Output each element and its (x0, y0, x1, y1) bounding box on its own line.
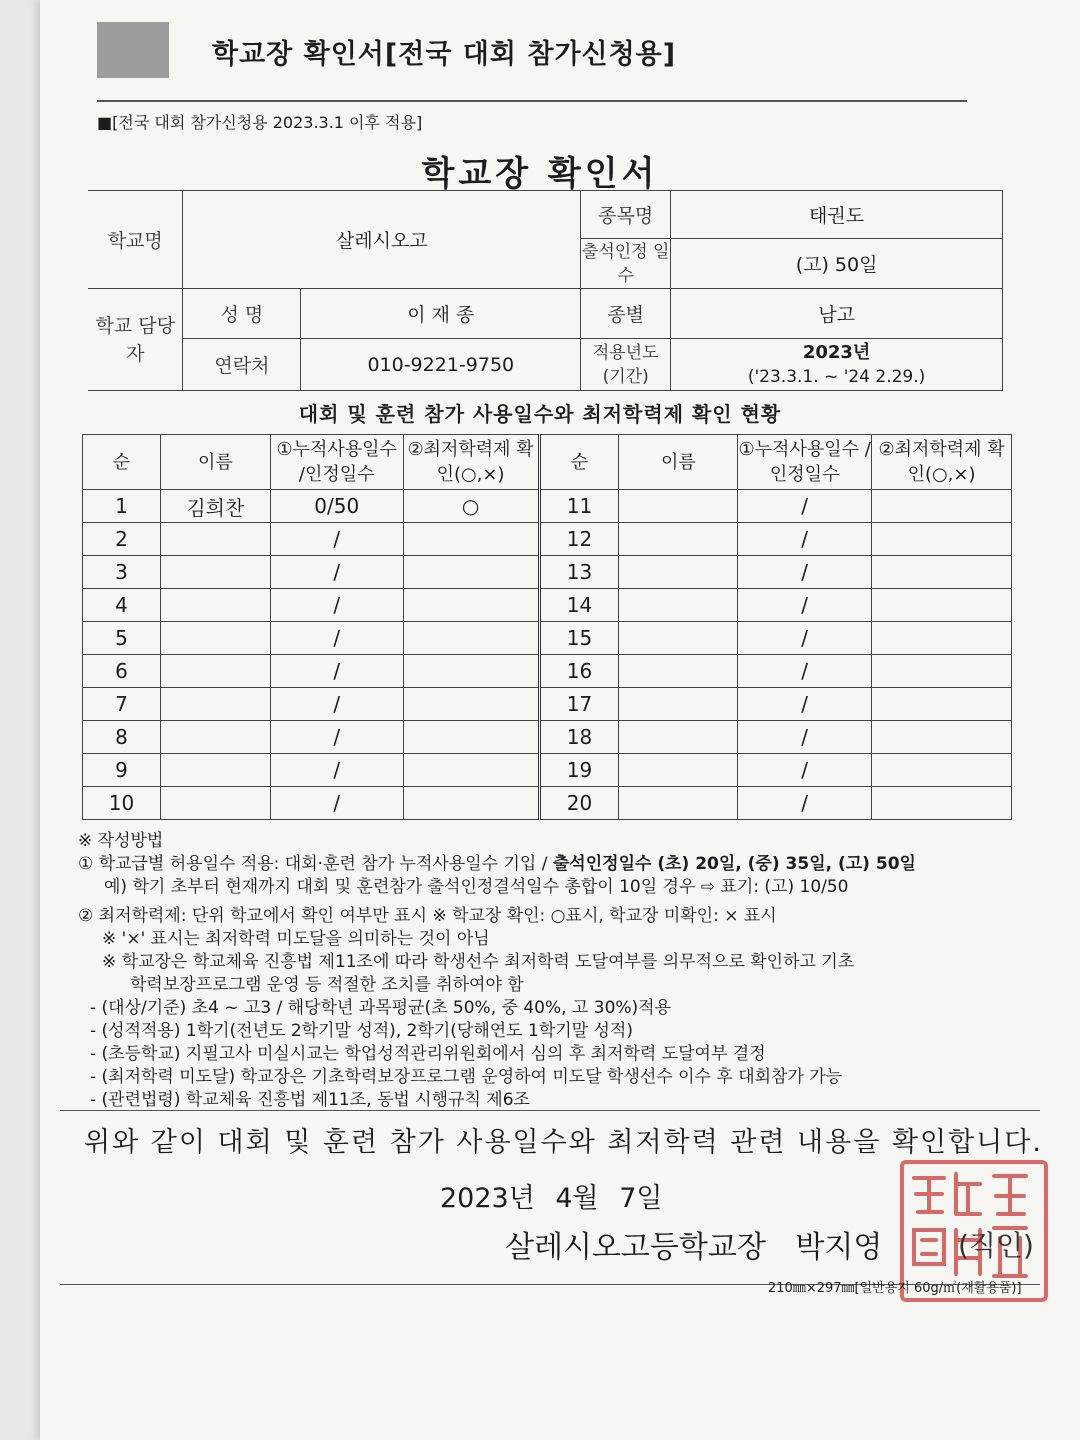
header-name: 이름 (160, 435, 270, 490)
row-no-cell: 18 (539, 721, 619, 754)
row-check-cell (403, 754, 539, 787)
table-row (83, 655, 1012, 688)
row-name-cell: 김희찬 (160, 490, 270, 523)
row-days-cell: / (738, 721, 872, 754)
row-check-cell (403, 787, 539, 820)
row-check-cell (872, 787, 1012, 820)
row-name-cell (160, 589, 270, 622)
row-check-cell (403, 721, 539, 754)
row-no-cell: 9 (83, 754, 161, 787)
contact-value: 010-9221-9750 (301, 339, 581, 391)
row-no-cell: 6 (83, 655, 161, 688)
row-check-cell (403, 523, 539, 556)
row-check-cell (403, 556, 539, 589)
row-no-cell: 15 (539, 622, 619, 655)
paper-spec: 210㎜×297㎜[일반용지 60g/㎡(재활용품)] (768, 1281, 1022, 1296)
row-check-cell (872, 655, 1012, 688)
row-name-cell (160, 754, 270, 787)
header-name: 이름 (619, 435, 738, 490)
header-title: 학교장 확인서[전국 대회 참가신청용] (212, 39, 677, 70)
row-no-cell: 12 (539, 523, 619, 556)
row-name-cell (619, 523, 738, 556)
instruction-item-2: ② 최저학력제: 단위 학교에서 확인 여부만 표시 ※ 학교장 확인: ○표시, 학교장 미확인: × 표시 (78, 906, 777, 926)
row-check-cell (872, 721, 1012, 754)
instructions-heading: ※ 작성방법 (78, 831, 164, 851)
table-row (83, 688, 1012, 721)
table-row (83, 490, 1012, 523)
header-underline (97, 100, 967, 102)
row-no-cell: 19 (539, 754, 619, 787)
row-no-cell: 13 (539, 556, 619, 589)
table-row (83, 556, 1012, 589)
instruction-item-2-note-2b: 학력보장프로그램 운영 등 적절한 조치를 취하여야 함 (130, 975, 524, 995)
issue-date: 2023년 4월 7일 (440, 1183, 663, 1214)
row-check-cell (872, 754, 1012, 787)
row-no-cell: 4 (83, 589, 161, 622)
header-days: ①누적사용일수 /인정일수 (270, 435, 403, 490)
name-value: 이 재 종 (301, 289, 581, 339)
row-no-cell: 1 (83, 490, 161, 523)
row-days-cell: / (738, 688, 872, 721)
row-name-cell (160, 523, 270, 556)
row-no-cell: 8 (83, 721, 161, 754)
confirmation-statement: 위와 같이 대회 및 훈련 참가 사용일수와 최저학력 관련 내용을 확인합니다. (84, 1127, 1043, 1158)
table-row (83, 754, 1012, 787)
table-row (83, 721, 1012, 754)
attendance-value: (고) 50일 (671, 239, 1003, 289)
contact-label: 연락처 (183, 339, 301, 391)
header-no: 순 (539, 435, 619, 490)
school-name-label: 학교명 (88, 191, 183, 289)
row-check-cell (403, 622, 539, 655)
row-check-cell (872, 523, 1012, 556)
instruction-item-1-example: 예) 학기 초부터 현재까지 대회 및 훈련참가 출석인정결석일수 총합이 10일 경우 ⇨ 표기: (고) 10/50 (104, 877, 849, 897)
sport-label: 종목명 (581, 191, 671, 239)
row-name-cell (619, 655, 738, 688)
instruction-item-2-note-1: ※ '×' 표시는 최저학력 미도달을 의미하는 것이 아님 (102, 929, 490, 949)
table-row (83, 787, 1012, 820)
row-no-cell: 17 (539, 688, 619, 721)
row-name-cell (160, 787, 270, 820)
row-no-cell: 3 (83, 556, 161, 589)
year-cell (671, 339, 1003, 391)
document-title: 학교장 확인서 (421, 154, 659, 194)
row-no-cell: 16 (539, 655, 619, 688)
instructions (78, 830, 1038, 1112)
row-name-cell (619, 754, 738, 787)
header-days: ①누적사용일수 /인정일수 (738, 435, 872, 490)
table-row (83, 523, 1012, 556)
instruction-dash-2: - (성적적용) 1학기(전년도 2학기말 성적), 2학기(당해연도 1학기말 성적) (90, 1021, 633, 1041)
row-name-cell (160, 688, 270, 721)
school-info-table (88, 190, 1003, 391)
row-days-cell: / (738, 490, 872, 523)
header-grey-block (97, 22, 169, 78)
row-days-cell: / (270, 721, 403, 754)
status-title: 대회 및 훈련 참가 사용일수와 최저학력제 확인 현황 (298, 402, 782, 426)
row-days-cell: / (738, 754, 872, 787)
row-days-cell: / (738, 622, 872, 655)
row-name-cell (160, 721, 270, 754)
row-days-cell: / (270, 688, 403, 721)
row-no-cell: 10 (83, 787, 161, 820)
participation-status-table (82, 434, 1012, 820)
row-name-cell (619, 556, 738, 589)
row-check-cell (872, 688, 1012, 721)
gender-value: 남고 (671, 289, 1003, 339)
row-days-cell: / (270, 622, 403, 655)
instruction-item-1 (78, 853, 1038, 876)
gender-label: 종별 (581, 289, 671, 339)
instruction-item-1-text: ① 학교급별 허용일수 적용: 대회·훈련 참가 누적사용일수 기입 / (78, 854, 553, 874)
principal-signature-line: 살레시오고등학교장 박지영 (505, 1230, 883, 1265)
row-check-cell (403, 589, 539, 622)
row-name-cell (619, 721, 738, 754)
year-label: 적용년도 (기간) (581, 339, 671, 391)
instruction-dash-1: - (대상/기준) 초4 ~ 고3 / 해당학년 과목평균(초 50%, 중 40%, 고 30%)적용 (90, 998, 672, 1018)
row-days-cell: / (270, 754, 403, 787)
year-value: 2023년 (802, 341, 871, 363)
row-name-cell (619, 490, 738, 523)
table-row (83, 589, 1012, 622)
header-no: 순 (83, 435, 161, 490)
row-name-cell (619, 787, 738, 820)
row-check-cell (872, 556, 1012, 589)
row-no-cell: 20 (539, 787, 619, 820)
header-check: ②최저학력제 확인(○,×) (403, 435, 539, 490)
applicability-note: ■[전국 대회 참가신청용 2023.3.1 이후 적용] (97, 113, 423, 132)
row-check-cell (872, 490, 1012, 523)
manager-label: 학교 담당자 (88, 289, 183, 391)
school-name-value: 살레시오고 (183, 191, 581, 289)
instruction-dash-3: - (초등학교) 지필고사 미실시교는 학업성적관리위원회에서 심의 후 최저학력 도달여부 결정 (90, 1044, 766, 1064)
row-check-cell (403, 688, 539, 721)
row-name-cell (619, 622, 738, 655)
row-name-cell (619, 688, 738, 721)
row-no-cell: 5 (83, 622, 161, 655)
row-days-cell: / (270, 523, 403, 556)
name-label: 성 명 (183, 289, 301, 339)
row-days-cell: / (270, 655, 403, 688)
row-days-cell: / (270, 556, 403, 589)
row-check-cell (872, 589, 1012, 622)
document-header (97, 22, 967, 80)
row-name-cell (160, 556, 270, 589)
row-check-cell (403, 655, 539, 688)
instruction-dash-5: - (관련법령) 학교체육 진흥법 제11조, 동법 시행규칙 제6조 (90, 1090, 530, 1110)
instruction-dash-4: - (최저학력 미도달) 학교장은 기초학력보장프로그램 운영하여 미도달 학생선수 이수 후 대회참가 가능 (90, 1067, 843, 1087)
divider-line (60, 1110, 1040, 1111)
row-days-cell: / (270, 589, 403, 622)
instruction-item-2-note-2a: ※ 학교장은 학교체육 진흥법 제11조에 따라 학생선수 최저학력 도달여부를 의무적으로 확인하고 기초 (102, 952, 855, 972)
row-days-cell: / (738, 655, 872, 688)
period-value: ('23.3.1. ~ '24 2.29.) (747, 366, 926, 387)
sport-value: 태권도 (671, 191, 1003, 239)
row-check-cell: ○ (403, 490, 539, 523)
row-check-cell (872, 622, 1012, 655)
row-days-cell: / (738, 556, 872, 589)
seal-mark: (직인) (958, 1229, 1034, 1262)
row-name-cell (160, 622, 270, 655)
table-row (83, 622, 1012, 655)
header-check: ②최저학력제 확인(○,×) (872, 435, 1012, 490)
row-days-cell: / (270, 787, 403, 820)
row-days-cell: / (738, 523, 872, 556)
row-no-cell: 11 (539, 490, 619, 523)
row-name-cell (619, 589, 738, 622)
row-days-cell: / (738, 589, 872, 622)
row-name-cell (160, 655, 270, 688)
row-no-cell: 2 (83, 523, 161, 556)
row-days-cell: / (738, 787, 872, 820)
row-no-cell: 14 (539, 589, 619, 622)
row-days-cell: 0/50 (270, 490, 403, 523)
instruction-item-1-bold: 출석인정일수 (초) 20일, (중) 35일, (고) 50일 (552, 854, 916, 874)
row-no-cell: 7 (83, 688, 161, 721)
attendance-label: 출석인정 일수 (581, 239, 671, 289)
